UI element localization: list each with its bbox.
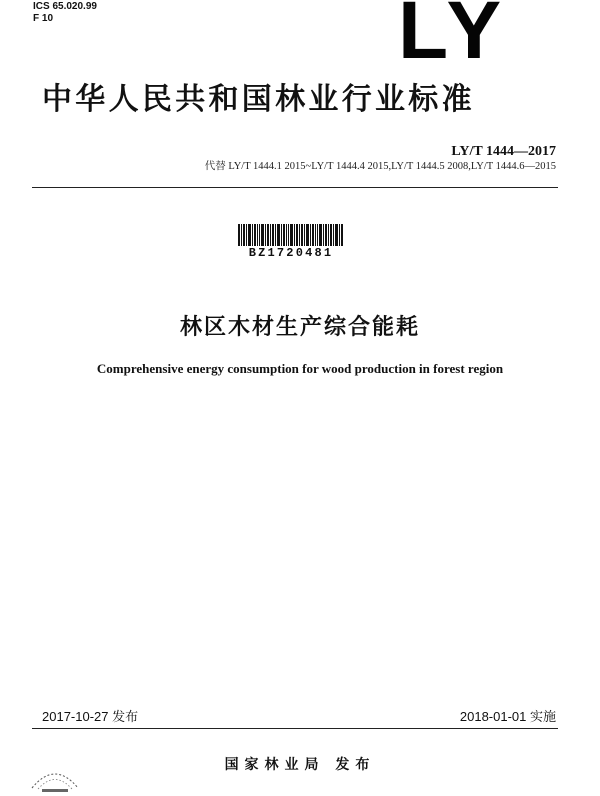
footer-divider — [32, 728, 558, 729]
ly-logo: LY — [398, 0, 508, 62]
barcode-icon — [238, 224, 344, 246]
publisher: 国家林业局 发布 — [224, 757, 376, 773]
standard-title-english: Comprehensive energy consumption for wood production in forest region — [96, 361, 504, 376]
classification-code: F 10 — [33, 13, 54, 24]
organization-title: 中华人民共和国林业行业标准 — [42, 82, 475, 117]
standard-number: LY/T 1444—2017 — [451, 144, 556, 159]
barcode-number: BZ1720481 — [248, 246, 334, 260]
header-divider — [32, 187, 558, 188]
replaces-note: 代替 LY/T 1444.1 2015~LY/T 1444.4 2015,LY/T 1444.5 2008,LY/T 1444.6—2015 — [204, 161, 556, 172]
effective-date: 2018-01-01 实施 — [459, 709, 556, 724]
ics-code: ICS 65.020.99 — [33, 1, 97, 12]
standard-title-chinese: 林区木材生产综合能耗 — [179, 315, 420, 340]
issue-date: 2017-10-27 发布 — [42, 709, 139, 724]
